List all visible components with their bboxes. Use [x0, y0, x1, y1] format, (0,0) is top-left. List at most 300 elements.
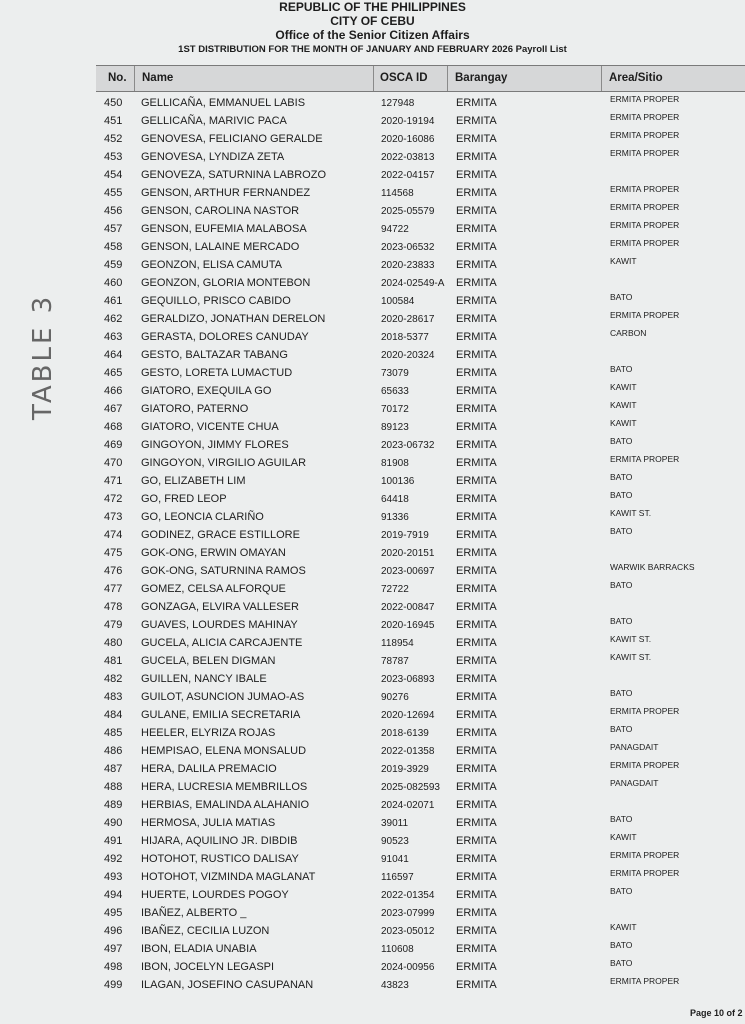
row-osca-id: 2023-06893 [381, 674, 435, 685]
row-barangay: ERMITA [456, 151, 497, 163]
row-area: BATO [610, 958, 633, 968]
row-barangay: ERMITA [456, 493, 497, 505]
row-osca-id: 2023-05012 [381, 926, 435, 937]
table-row [0, 617, 745, 635]
table-row [0, 851, 745, 869]
row-name: GESTO, LORETA LUMACTUD [141, 367, 293, 379]
row-barangay: ERMITA [456, 331, 497, 343]
row-number: 456 [104, 205, 123, 217]
row-number: 462 [104, 313, 123, 325]
row-barangay: ERMITA [456, 223, 497, 235]
row-area: BATO [610, 526, 633, 536]
row-barangay: ERMITA [456, 763, 497, 775]
row-osca-id: 78787 [381, 656, 409, 667]
republic-heading: REPUBLIC OF THE PHILIPPINES [279, 0, 466, 14]
table-row [0, 455, 745, 473]
row-name: GO, LEONCIA CLARIÑO [141, 511, 264, 523]
row-barangay: ERMITA [456, 367, 497, 379]
row-number: 473 [104, 511, 123, 523]
row-area: KAWIT [610, 256, 637, 266]
row-name: HERBIAS, EMALINDA ALAHANIO [141, 799, 310, 811]
col-header-no: No. [108, 72, 127, 84]
col-header-name: Name [142, 72, 174, 84]
table-row [0, 473, 745, 491]
row-osca-id: 73079 [381, 368, 409, 379]
row-area: KAWIT ST. [610, 508, 652, 518]
row-number: 450 [104, 97, 123, 109]
row-barangay: ERMITA [456, 673, 497, 685]
row-osca-id: 116597 [381, 872, 414, 883]
row-osca-id: 90276 [381, 692, 409, 703]
row-name: IBAÑEZ, ALBERTO _ [141, 907, 247, 919]
row-osca-id: 89123 [381, 422, 409, 433]
table-row [0, 599, 745, 617]
table-row [0, 581, 745, 599]
row-name: GENSON, ARTHUR FERNANDEZ [141, 187, 311, 199]
row-barangay: ERMITA [456, 403, 497, 415]
row-area: BATO [610, 580, 633, 590]
table-row [0, 923, 745, 941]
row-number: 483 [104, 691, 123, 703]
row-number: 482 [104, 673, 123, 685]
row-barangay: ERMITA [456, 925, 497, 937]
row-barangay: ERMITA [456, 313, 497, 325]
row-name: GUCELA, ALICIA CARCAJENTE [141, 637, 303, 649]
row-area: BATO [610, 688, 633, 698]
row-barangay: ERMITA [456, 475, 497, 487]
city-heading: CITY OF CEBU [330, 14, 415, 28]
table-row [0, 167, 745, 185]
row-barangay: ERMITA [456, 979, 497, 991]
table-row [0, 977, 745, 995]
row-osca-id: 114568 [381, 188, 414, 199]
row-barangay: ERMITA [456, 745, 497, 757]
table-row [0, 365, 745, 383]
row-name: GELLICAÑA, MARIVIC PACA [141, 115, 287, 127]
row-osca-id: 2020-12694 [381, 710, 435, 721]
table-row [0, 635, 745, 653]
row-number: 487 [104, 763, 123, 775]
row-barangay: ERMITA [456, 565, 497, 577]
row-number: 474 [104, 529, 123, 541]
row-name: GUILLEN, NANCY IBALE [141, 673, 267, 685]
row-number: 494 [104, 889, 123, 901]
row-osca-id: 72722 [381, 584, 409, 595]
table-row [0, 797, 745, 815]
row-number: 471 [104, 475, 123, 487]
row-osca-id: 65633 [381, 386, 409, 397]
row-osca-id: 91336 [381, 512, 409, 523]
table-row [0, 149, 745, 167]
office-heading: Office of the Senior Citizen Affairs [275, 28, 470, 42]
row-number: 497 [104, 943, 123, 955]
table-row [0, 905, 745, 923]
payroll-title: 1ST DISTRIBUTION FOR THE MONTH OF JANUARY AND FEBRUARY 2026 Payroll List [178, 44, 567, 55]
row-osca-id: 2022-00847 [381, 602, 435, 613]
row-name: GOMEZ, CELSA ALFORQUE [141, 583, 286, 595]
row-area: KAWIT [610, 400, 637, 410]
row-barangay: ERMITA [456, 547, 497, 559]
row-barangay: ERMITA [456, 511, 497, 523]
row-osca-id: 2020-19194 [381, 116, 435, 127]
row-number: 458 [104, 241, 123, 253]
row-number: 463 [104, 331, 123, 343]
column-divider [447, 66, 448, 91]
row-name: HERMOSA, JULIA MATIAS [141, 817, 276, 829]
row-area: ERMITA PROPER [610, 220, 680, 230]
row-barangay: ERMITA [456, 781, 497, 793]
row-area: BATO [610, 364, 633, 374]
row-barangay: ERMITA [456, 853, 497, 865]
table-row [0, 707, 745, 725]
row-number: 489 [104, 799, 123, 811]
row-number: 485 [104, 727, 123, 739]
row-osca-id: 2025-082593 [381, 782, 440, 793]
row-area: KAWIT ST. [610, 634, 652, 644]
table-row [0, 779, 745, 797]
row-name: GERALDIZO, JONATHAN DERELON [141, 313, 326, 325]
row-number: 480 [104, 637, 123, 649]
table-row [0, 563, 745, 581]
row-osca-id: 2023-07999 [381, 908, 435, 919]
row-area: BATO [610, 886, 633, 896]
row-osca-id: 2023-06732 [381, 440, 435, 451]
row-area: BATO [610, 472, 633, 482]
table-row [0, 185, 745, 203]
row-area: ERMITA PROPER [610, 310, 680, 320]
row-number: 455 [104, 187, 123, 199]
row-name: GEONZON, GLORIA MONTEBON [141, 277, 311, 289]
row-osca-id: 100136 [381, 476, 415, 487]
row-number: 493 [104, 871, 123, 883]
row-barangay: ERMITA [456, 259, 497, 271]
row-name: GO, FRED LEOP [141, 493, 227, 505]
row-osca-id: 2020-20151 [381, 548, 435, 559]
row-number: 465 [104, 367, 123, 379]
row-area: ERMITA PROPER [610, 94, 680, 104]
row-name: GIATORO, VICENTE CHUA [141, 421, 279, 433]
row-name: GENOVESA, LYNDIZA ZETA [141, 151, 285, 163]
column-divider [134, 66, 135, 91]
row-osca-id: 2020-16086 [381, 134, 435, 145]
table-row [0, 383, 745, 401]
table-row [0, 761, 745, 779]
row-number: 481 [104, 655, 123, 667]
row-barangay: ERMITA [456, 835, 497, 847]
row-barangay: ERMITA [456, 97, 497, 109]
row-number: 491 [104, 835, 123, 847]
row-number: 470 [104, 457, 123, 469]
row-area: ERMITA PROPER [610, 976, 680, 986]
row-name: GENSON, EUFEMIA MALABOSA [141, 223, 307, 235]
row-name: IBON, ELADIA UNABIA [141, 943, 257, 955]
row-name: GOK-ONG, SATURNINA RAMOS [141, 565, 306, 577]
row-osca-id: 100584 [381, 296, 415, 307]
row-area: BATO [610, 490, 633, 500]
row-area: PANAGDAIT [610, 778, 659, 788]
row-barangay: ERMITA [456, 385, 497, 397]
row-name: GINGOYON, JIMMY FLORES [141, 439, 289, 451]
row-number: 460 [104, 277, 123, 289]
row-osca-id: 2022-03813 [381, 152, 435, 163]
row-name: HERA, LUCRESIA MEMBRILLOS [141, 781, 308, 793]
row-area: BATO [610, 724, 633, 734]
row-barangay: ERMITA [456, 583, 497, 595]
row-name: GENOVESA, FELICIANO GERALDE [141, 133, 323, 145]
row-name: HOTOHOT, RUSTICO DALISAY [141, 853, 299, 865]
table-row [0, 815, 745, 833]
row-number: 498 [104, 961, 123, 973]
row-osca-id: 2020-28617 [381, 314, 435, 325]
row-number: 454 [104, 169, 123, 181]
row-name: GUILOT, ASUNCION JUMAO-AS [141, 691, 305, 703]
row-barangay: ERMITA [456, 907, 497, 919]
row-osca-id: 81908 [381, 458, 409, 469]
row-osca-id: 110608 [381, 944, 414, 955]
row-barangay: ERMITA [456, 799, 497, 811]
row-area: ERMITA PROPER [610, 454, 680, 464]
table-row [0, 293, 745, 311]
row-osca-id: 70172 [381, 404, 409, 415]
row-osca-id: 2019-3929 [381, 764, 429, 775]
handwritten-note: TABLE 3 [28, 293, 58, 420]
row-name: GULANE, EMILIA SECRETARIA [141, 709, 301, 721]
row-name: GENSON, CAROLINA NASTOR [141, 205, 300, 217]
row-barangay: ERMITA [456, 889, 497, 901]
row-osca-id: 43823 [381, 980, 409, 991]
row-osca-id: 2020-20324 [381, 350, 435, 361]
row-area: BATO [610, 814, 633, 824]
row-number: 452 [104, 133, 123, 145]
row-area: ERMITA PROPER [610, 850, 680, 860]
row-number: 451 [104, 115, 123, 127]
table-row [0, 509, 745, 527]
row-name: HERA, DALILA PREMACIO [141, 763, 277, 775]
row-area: ERMITA PROPER [610, 130, 680, 140]
table-row [0, 275, 745, 293]
row-barangay: ERMITA [456, 439, 497, 451]
table-row [0, 941, 745, 959]
table-row [0, 239, 745, 257]
table-row [0, 437, 745, 455]
row-area: ERMITA PROPER [610, 706, 680, 716]
row-barangay: ERMITA [456, 961, 497, 973]
table-row [0, 833, 745, 851]
row-name: GENOVEZA, SATURNINA LABROZO [141, 169, 326, 181]
row-area: ERMITA PROPER [610, 868, 680, 878]
row-area: BATO [610, 616, 633, 626]
row-osca-id: 2025-05579 [381, 206, 435, 217]
row-barangay: ERMITA [456, 655, 497, 667]
row-number: 490 [104, 817, 123, 829]
row-name: GOK-ONG, ERWIN OMAYAN [141, 547, 286, 559]
row-barangay: ERMITA [456, 169, 497, 181]
table-row [0, 347, 745, 365]
row-osca-id: 2022-01358 [381, 746, 435, 757]
table-row [0, 221, 745, 239]
row-number: 457 [104, 223, 123, 235]
row-barangay: ERMITA [456, 691, 497, 703]
row-name: GESTO, BALTAZAR TABANG [141, 349, 288, 361]
row-name: HUERTE, LOURDES POGOY [141, 889, 289, 901]
row-number: 472 [104, 493, 123, 505]
row-barangay: ERMITA [456, 133, 497, 145]
row-barangay: ERMITA [456, 187, 497, 199]
row-number: 466 [104, 385, 123, 397]
table-row [0, 725, 745, 743]
row-name: GERASTA, DOLORES CANUDAY [141, 331, 309, 343]
row-osca-id: 2023-00697 [381, 566, 435, 577]
table-row [0, 959, 745, 977]
row-barangay: ERMITA [456, 637, 497, 649]
table-row [0, 131, 745, 149]
row-osca-id: 2018-5377 [381, 332, 429, 343]
row-area: ERMITA PROPER [610, 238, 680, 248]
row-area: WARWIK BARRACKS [610, 562, 695, 572]
row-name: HEMPISAO, ELENA MONSALUD [141, 745, 307, 757]
row-number: 496 [104, 925, 123, 937]
row-barangay: ERMITA [456, 457, 497, 469]
table-row [0, 257, 745, 275]
row-area: PANAGDAIT [610, 742, 659, 752]
row-name: IBAÑEZ, CECILIA LUZON [141, 925, 270, 937]
table-row [0, 653, 745, 671]
row-number: 459 [104, 259, 123, 271]
row-osca-id: 2024-00956 [381, 962, 435, 973]
row-number: 479 [104, 619, 123, 631]
row-osca-id: 90523 [381, 836, 409, 847]
row-number: 461 [104, 295, 123, 307]
row-osca-id: 2018-6139 [381, 728, 429, 739]
row-osca-id: 2022-04157 [381, 170, 435, 181]
row-name: GIATORO, EXEQUILA GO [141, 385, 272, 397]
col-header-area: Area/Sitio [609, 72, 663, 84]
row-barangay: ERMITA [456, 529, 497, 541]
row-area: KAWIT ST. [610, 652, 652, 662]
row-area: KAWIT [610, 922, 637, 932]
table-row [0, 743, 745, 761]
row-barangay: ERMITA [456, 619, 497, 631]
table-row [0, 311, 745, 329]
row-barangay: ERMITA [456, 727, 497, 739]
row-name: GENSON, LALAINE MERCADO [141, 241, 300, 253]
row-name: GINGOYON, VIRGILIO AGUILAR [141, 457, 307, 469]
row-name: GELLICAÑA, EMMANUEL LABIS [141, 97, 306, 109]
row-name: HEELER, ELYRIZA ROJAS [141, 727, 276, 739]
row-area: ERMITA PROPER [610, 112, 680, 122]
row-osca-id: 127948 [381, 98, 415, 109]
row-name: GEQUILLO, PRISCO CABIDO [141, 295, 291, 307]
row-number: 477 [104, 583, 123, 595]
row-number: 484 [104, 709, 123, 721]
row-number: 467 [104, 403, 123, 415]
row-osca-id: 2024-02071 [381, 800, 435, 811]
row-name: HOTOHOT, VIZMINDA MAGLANAT [141, 871, 316, 883]
table-header [96, 65, 745, 92]
row-name: GIATORO, PATERNO [141, 403, 249, 415]
row-osca-id: 118954 [381, 638, 414, 649]
row-name: GUCELA, BELEN DIGMAN [141, 655, 276, 667]
row-osca-id: 39011 [381, 818, 409, 829]
row-barangay: ERMITA [456, 817, 497, 829]
row-name: GONZAGA, ELVIRA VALLESER [141, 601, 299, 613]
row-area: CARBON [610, 328, 647, 338]
row-osca-id: 64418 [381, 494, 409, 505]
row-barangay: ERMITA [456, 349, 497, 361]
row-area: KAWIT [610, 832, 637, 842]
table-row [0, 329, 745, 347]
row-name: IBON, JOCELYN LEGASPI [141, 961, 275, 973]
table-row [0, 671, 745, 689]
row-area: ERMITA PROPER [610, 202, 680, 212]
row-osca-id: 2020-23833 [381, 260, 435, 271]
row-osca-id: 94722 [381, 224, 409, 235]
row-number: 478 [104, 601, 123, 613]
table-row [0, 203, 745, 221]
row-area: BATO [610, 940, 633, 950]
row-osca-id: 2024-02549-A [381, 278, 445, 289]
table-row [0, 689, 745, 707]
row-barangay: ERMITA [456, 421, 497, 433]
row-barangay: ERMITA [456, 115, 497, 127]
row-name: GO, ELIZABETH LIM [141, 475, 246, 487]
column-divider [601, 66, 602, 91]
row-area: KAWIT [610, 382, 637, 392]
row-barangay: ERMITA [456, 871, 497, 883]
row-number: 469 [104, 439, 123, 451]
row-number: 464 [104, 349, 123, 361]
row-osca-id: 2022-01354 [381, 890, 435, 901]
table-row [0, 869, 745, 887]
col-header-osca-id: OSCA ID [380, 72, 428, 84]
table-row [0, 491, 745, 509]
row-number: 476 [104, 565, 123, 577]
row-name: HIJARA, AQUILINO JR. DIBDIB [141, 835, 298, 847]
row-area: ERMITA PROPER [610, 148, 680, 158]
row-barangay: ERMITA [456, 709, 497, 721]
col-header-barangay: Barangay [455, 72, 508, 84]
page-number: Page 10 of 2 [690, 1008, 743, 1018]
table-row [0, 419, 745, 437]
row-number: 486 [104, 745, 123, 757]
row-name: GEONZON, ELISA CAMUTA [141, 259, 282, 271]
row-name: GODINEZ, GRACE ESTILLORE [141, 529, 300, 541]
row-barangay: ERMITA [456, 295, 497, 307]
table-row [0, 887, 745, 905]
row-barangay: ERMITA [456, 943, 497, 955]
row-barangay: ERMITA [456, 601, 497, 613]
table-row [0, 113, 745, 131]
table-row [0, 527, 745, 545]
table-row [0, 545, 745, 563]
row-barangay: ERMITA [456, 277, 497, 289]
row-osca-id: 2019-7919 [381, 530, 429, 541]
row-number: 492 [104, 853, 123, 865]
row-area: KAWIT [610, 418, 637, 428]
table-row [0, 401, 745, 419]
row-area: ERMITA PROPER [610, 760, 680, 770]
row-area: BATO [610, 292, 633, 302]
row-number: 499 [104, 979, 123, 991]
row-name: GUAVES, LOURDES MAHINAY [141, 619, 298, 631]
row-number: 453 [104, 151, 123, 163]
row-osca-id: 2023-06532 [381, 242, 435, 253]
column-divider [373, 66, 374, 91]
row-barangay: ERMITA [456, 241, 497, 253]
row-barangay: ERMITA [456, 205, 497, 217]
row-number: 468 [104, 421, 123, 433]
table-row [0, 95, 745, 113]
